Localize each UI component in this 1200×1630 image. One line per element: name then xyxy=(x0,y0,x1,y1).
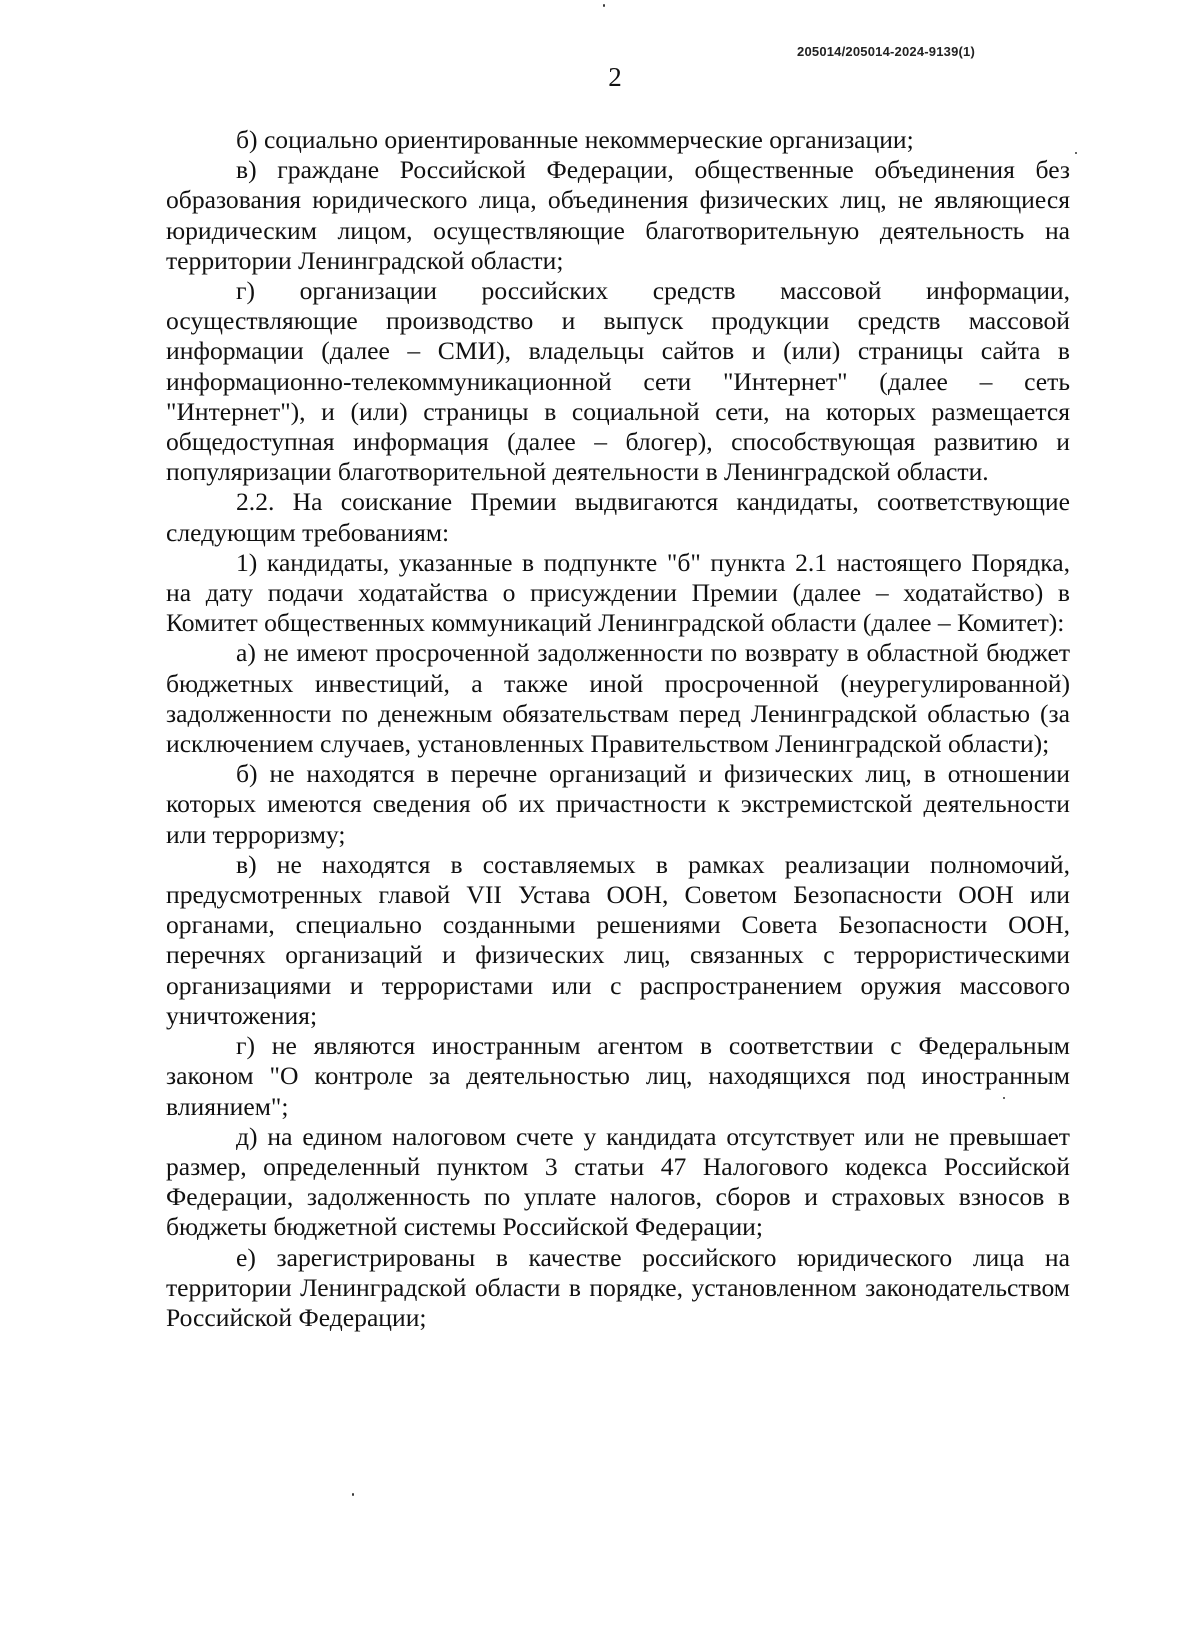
paragraph-d-tax: д) на едином налоговом счете у кандидата отсутствует или не превышает размер, определенный пунктом 3 статьи 47 Налогового кодекса Российской Федерации, задолженность по уплате налогов, сборов и страховых взносов в бюджеты бюджетной системы Российской Федерации; xyxy=(166,1121,1070,1242)
paragraph-b-nko: б) социально ориентированные некоммерческие организации; xyxy=(236,125,914,154)
paragraph-v-citizens: в) граждане Российской Федерации, общественные объединения без образования юридического лица, объединения физических лиц, не являющиеся юридическим лицом, осуществляющие благотворительную деятельность на территории Ленинградской области; xyxy=(166,155,1070,275)
document-id: 205014/205014-2024-9139(1) xyxy=(797,44,975,59)
scan-speck xyxy=(603,4,605,7)
scan-speck xyxy=(1075,152,1077,154)
paragraph-g-foreign-agent: г) не являются иностранным агентом в соответствии с Федеральным законом "О контроле за деятельностью лиц, находящихся под иностранным влиянием"; xyxy=(166,1031,1070,1121)
paragraph-a-debt: а) не имеют просроченной задолженности по возврату в областной бюджет бюджетных инвестиций, а также иной просроченной (неурегулированной) задолженности по денежным обязательствам перед Ленинградской областью (за исключением случаев, установленных Правительством Ленинградской области); xyxy=(166,638,1070,759)
paragraph-g-media: г) организации российских средств массовой информации, осуществляющие производство и выпуск продукции средств массовой информации (далее – СМИ), владельцы сайтов и (или) страницы сайта в информационно-телекоммуникационной сети "Интернет" (далее – сеть "Интернет"), и (или) страницы в социальной сети, на которых размещается общедоступная информация (далее – блогер), способствующая развитию и популяризации благотворительной деятельности в Ленинградской области. xyxy=(166,276,1070,487)
paragraph-v-un-lists: в) не находятся в составляемых в рамках реализации полномочий, предусмотренных главой VII Устава ООН, Советом Безопасности ООН или органами, специально созданными решениями Совета Безопасности ООН, перечнях организаций и физических лиц, связанных с террористическими организациями и террористами или с распространением оружия массового уничтожения; xyxy=(166,849,1070,1030)
page-number: 2 xyxy=(608,62,622,92)
paragraph-b-extremism: б) не находятся в перечне организаций и физических лиц, в отношении которых имеются сведения об их причастности к экстремистской деятельности или терроризму; xyxy=(166,759,1070,849)
paragraph-e-registration: е) зарегистрированы в качестве российского юридического лица на территории Ленинградской области в порядке, установленном законодательством Российской Федерации; xyxy=(166,1242,1070,1332)
scan-speck xyxy=(352,1493,354,1496)
document-body xyxy=(166,125,1070,1333)
scan-speck xyxy=(1003,1097,1005,1099)
paragraph-1-candidates: 1) кандидаты, указанные в подпункте "б" пункта 2.1 настоящего Порядка, на дату подачи ходатайства о присуждении Премии (далее – ходатайство) в Комитет общественных коммуникаций Ленинградской области (далее – Комитет): xyxy=(166,547,1070,638)
paragraph-2-2-requirements: 2.2. На соискание Премии выдвигаются кандидаты, соответствующие следующим требованиям: xyxy=(166,487,1070,547)
